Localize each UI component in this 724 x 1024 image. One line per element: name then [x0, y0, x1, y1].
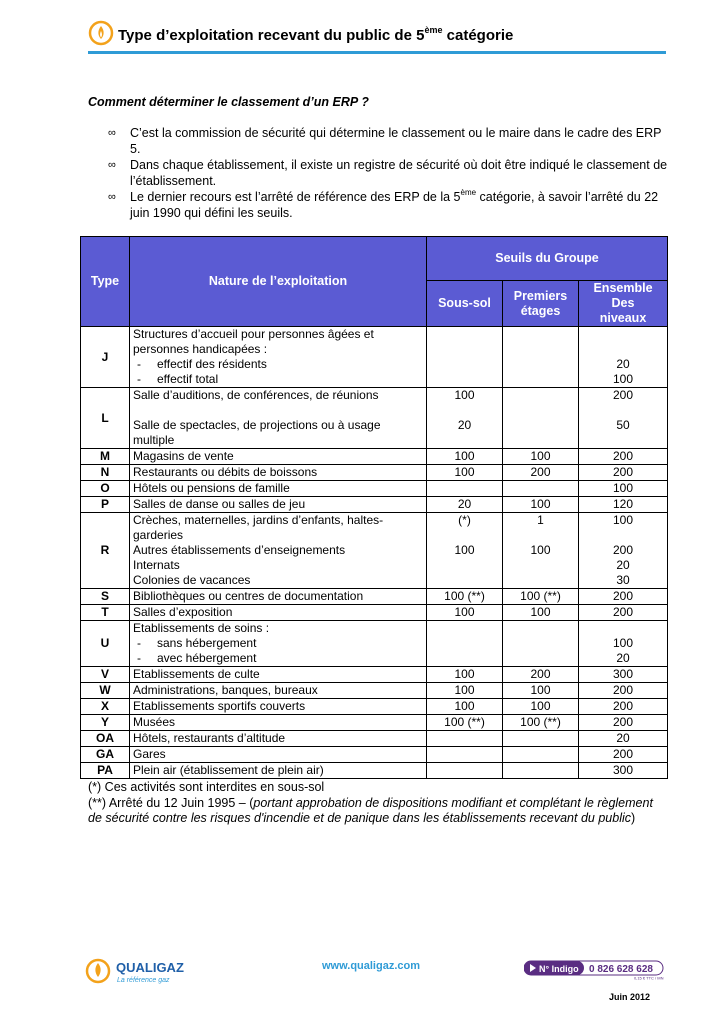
ensemble-cell: 20	[579, 731, 668, 747]
type-code: P	[81, 497, 130, 513]
type-code: R	[81, 513, 130, 589]
nature-cell: Etablissements de soins : - sans hébergement - avec hébergement	[130, 621, 427, 667]
premiers-cell: 100	[503, 497, 579, 513]
nature-cell: Hôtels ou pensions de famille	[130, 481, 427, 497]
page-title: Type d’exploitation recevant du public de 5ème catégorie	[118, 25, 514, 44]
ensemble-cell: 100 20	[579, 621, 668, 667]
table-row	[81, 747, 668, 763]
type-code: L	[81, 388, 130, 449]
soussol-cell: 100 (**)	[427, 589, 503, 605]
nature-cell: Restaurants ou débits de boissons	[130, 465, 427, 481]
nature-cell: Hôtels, restaurants d’altitude	[130, 731, 427, 747]
table-row	[81, 513, 668, 589]
soussol-cell: (*) 100	[427, 513, 503, 589]
type-code: M	[81, 449, 130, 465]
premiers-cell: 100	[503, 699, 579, 715]
table-row	[81, 465, 668, 481]
ensemble-cell: 200 50	[579, 388, 668, 449]
table-row	[81, 731, 668, 747]
soussol-cell	[427, 327, 503, 388]
ensemble-cell: 200	[579, 605, 668, 621]
table-row	[81, 763, 668, 779]
soussol-cell	[427, 763, 503, 779]
ensemble-cell: 300	[579, 667, 668, 683]
premiers-cell: 100	[503, 449, 579, 465]
premiers-cell	[503, 747, 579, 763]
type-code: T	[81, 605, 130, 621]
qualigaz-logo	[84, 955, 204, 987]
bullet-symbol: ∞	[108, 159, 116, 171]
premiers-cell	[503, 327, 579, 388]
bullet-symbol: ∞	[108, 191, 116, 203]
nature-cell: Salle d’auditions, de conférences, de réunions Salle de spectacles, de projections ou à usage multiple	[130, 388, 427, 449]
soussol-cell	[427, 747, 503, 763]
svg-text:La référence gaz: La référence gaz	[117, 977, 170, 984]
ensemble-cell: 200	[579, 465, 668, 481]
soussol-cell	[427, 731, 503, 747]
soussol-cell: 100	[427, 449, 503, 465]
table-row	[81, 449, 668, 465]
bullet-list	[108, 126, 670, 222]
col-header-soussol: Sous-sol	[427, 281, 503, 327]
table-row	[81, 589, 668, 605]
type-code: GA	[81, 747, 130, 763]
nature-cell: Structures d’accueil pour personnes âgées et personnes handicapées : - effectif des résidents - effectif total	[130, 327, 427, 388]
type-code: W	[81, 683, 130, 699]
type-code: OA	[81, 731, 130, 747]
table-row	[81, 621, 668, 667]
svg-text:0 826 628 628: 0 826 628 628	[589, 964, 653, 975]
ensemble-cell: 300	[579, 763, 668, 779]
list-item: ∞ Dans chaque établissement, il existe un registre de sécurité où doit être indiqué le classement de l’établissement.	[108, 158, 668, 188]
nature-cell: Salles d’exposition	[130, 605, 427, 621]
indigo-number-badge	[524, 960, 664, 980]
type-code: X	[81, 699, 130, 715]
table-row	[81, 683, 668, 699]
list-item: ∞ Le dernier recours est l’arrêté de référence des ERP de la 5ème catégorie, à savoir l’arrêté du 22 juin 1990 qui défini les seuils.	[108, 188, 659, 220]
type-code: J	[81, 327, 130, 388]
nature-cell: Etablissements de culte	[130, 667, 427, 683]
nature-cell: Gares	[130, 747, 427, 763]
document-date: Juin 2012	[609, 992, 651, 1002]
table-row	[81, 605, 668, 621]
premiers-cell: 200	[503, 667, 579, 683]
svg-text:QUALIGAZ: QUALIGAZ	[116, 960, 184, 975]
nature-cell: Musées	[130, 715, 427, 731]
ensemble-cell: 20 100	[579, 327, 668, 388]
ensemble-cell: 200	[579, 715, 668, 731]
premiers-cell	[503, 388, 579, 449]
svg-text:0,15 € TTC / MN: 0,15 € TTC / MN	[634, 975, 664, 980]
nature-cell: Salles de danse ou salles de jeu	[130, 497, 427, 513]
type-code: V	[81, 667, 130, 683]
nature-cell: Magasins de vente	[130, 449, 427, 465]
col-header-seuils: Seuils du Groupe	[427, 237, 668, 281]
ensemble-cell: 120	[579, 497, 668, 513]
soussol-cell: 100 20	[427, 388, 503, 449]
soussol-cell: 100	[427, 605, 503, 621]
premiers-cell: 200	[503, 465, 579, 481]
soussol-cell: 100 (**)	[427, 715, 503, 731]
website-link[interactable]: www.qualigaz.com	[322, 960, 420, 972]
nature-cell: Crèches, maternelles, jardins d’enfants, haltes- garderies Autres établissements d’enseignements Internats Colonies de vacances	[130, 513, 427, 589]
section-question: Comment déterminer le classement d’un ERP ?	[88, 95, 369, 109]
premiers-cell	[503, 763, 579, 779]
nature-cell: Etablissements sportifs couverts	[130, 699, 427, 715]
table-row	[81, 327, 668, 388]
premiers-cell: 1 100	[503, 513, 579, 589]
type-code: Y	[81, 715, 130, 731]
ensemble-cell: 100 200 20 30	[579, 513, 668, 589]
nature-cell: Bibliothèques ou centres de documentation	[130, 589, 427, 605]
premiers-cell	[503, 731, 579, 747]
premiers-cell: 100 (**)	[503, 589, 579, 605]
qualigaz-flame-logo-icon	[88, 20, 114, 46]
premiers-cell	[503, 621, 579, 667]
col-header-nature: Nature de l’exploitation	[130, 237, 427, 327]
soussol-cell	[427, 621, 503, 667]
ensemble-cell: 200	[579, 747, 668, 763]
footnotes	[88, 780, 668, 827]
col-header-ensemble: Ensemble Des niveaux	[579, 281, 668, 327]
premiers-cell: 100	[503, 605, 579, 621]
ensemble-cell: 200	[579, 449, 668, 465]
table-row	[81, 667, 668, 683]
type-code: O	[81, 481, 130, 497]
type-code: PA	[81, 763, 130, 779]
table-row	[81, 388, 668, 449]
premiers-cell: 100 (**)	[503, 715, 579, 731]
col-header-type: Type	[81, 237, 130, 327]
ensemble-cell: 100	[579, 481, 668, 497]
nature-cell: Plein air (établissement de plein air)	[130, 763, 427, 779]
type-code: S	[81, 589, 130, 605]
type-code: N	[81, 465, 130, 481]
soussol-cell: 20	[427, 497, 503, 513]
page-header	[88, 20, 668, 52]
table-row	[81, 481, 668, 497]
premiers-cell: 100	[503, 683, 579, 699]
list-item: ∞ C’est la commission de sécurité qui détermine le classement ou le maire dans le cadre des ERP 5.	[108, 126, 662, 156]
col-header-premiers: Premiers étages	[503, 281, 579, 327]
nature-cell: Administrations, banques, bureaux	[130, 683, 427, 699]
ensemble-cell: 200	[579, 699, 668, 715]
soussol-cell: 100	[427, 667, 503, 683]
soussol-cell: 100	[427, 699, 503, 715]
premiers-cell	[503, 481, 579, 497]
soussol-cell: 100	[427, 465, 503, 481]
header-divider	[88, 51, 666, 54]
footnote-2: (**) Arrêté du 12 Juin 1995 – (portant approbation de dispositions modifiant et complétant le règlement de sécurité contre les risques d'incendie et de panique dans les établissements recevant du public)	[88, 795, 653, 825]
svg-text:N° Indigo: N° Indigo	[539, 964, 579, 974]
ensemble-cell: 200	[579, 683, 668, 699]
bullet-symbol: ∞	[108, 127, 116, 139]
table-row	[81, 699, 668, 715]
type-code: U	[81, 621, 130, 667]
table-row	[81, 497, 668, 513]
ensemble-cell: 200	[579, 589, 668, 605]
table-row	[81, 715, 668, 731]
erp-thresholds-table	[80, 236, 668, 779]
footnote-1: (*) Ces activités sont interdites en sous-sol	[88, 780, 325, 794]
soussol-cell	[427, 481, 503, 497]
soussol-cell: 100	[427, 683, 503, 699]
